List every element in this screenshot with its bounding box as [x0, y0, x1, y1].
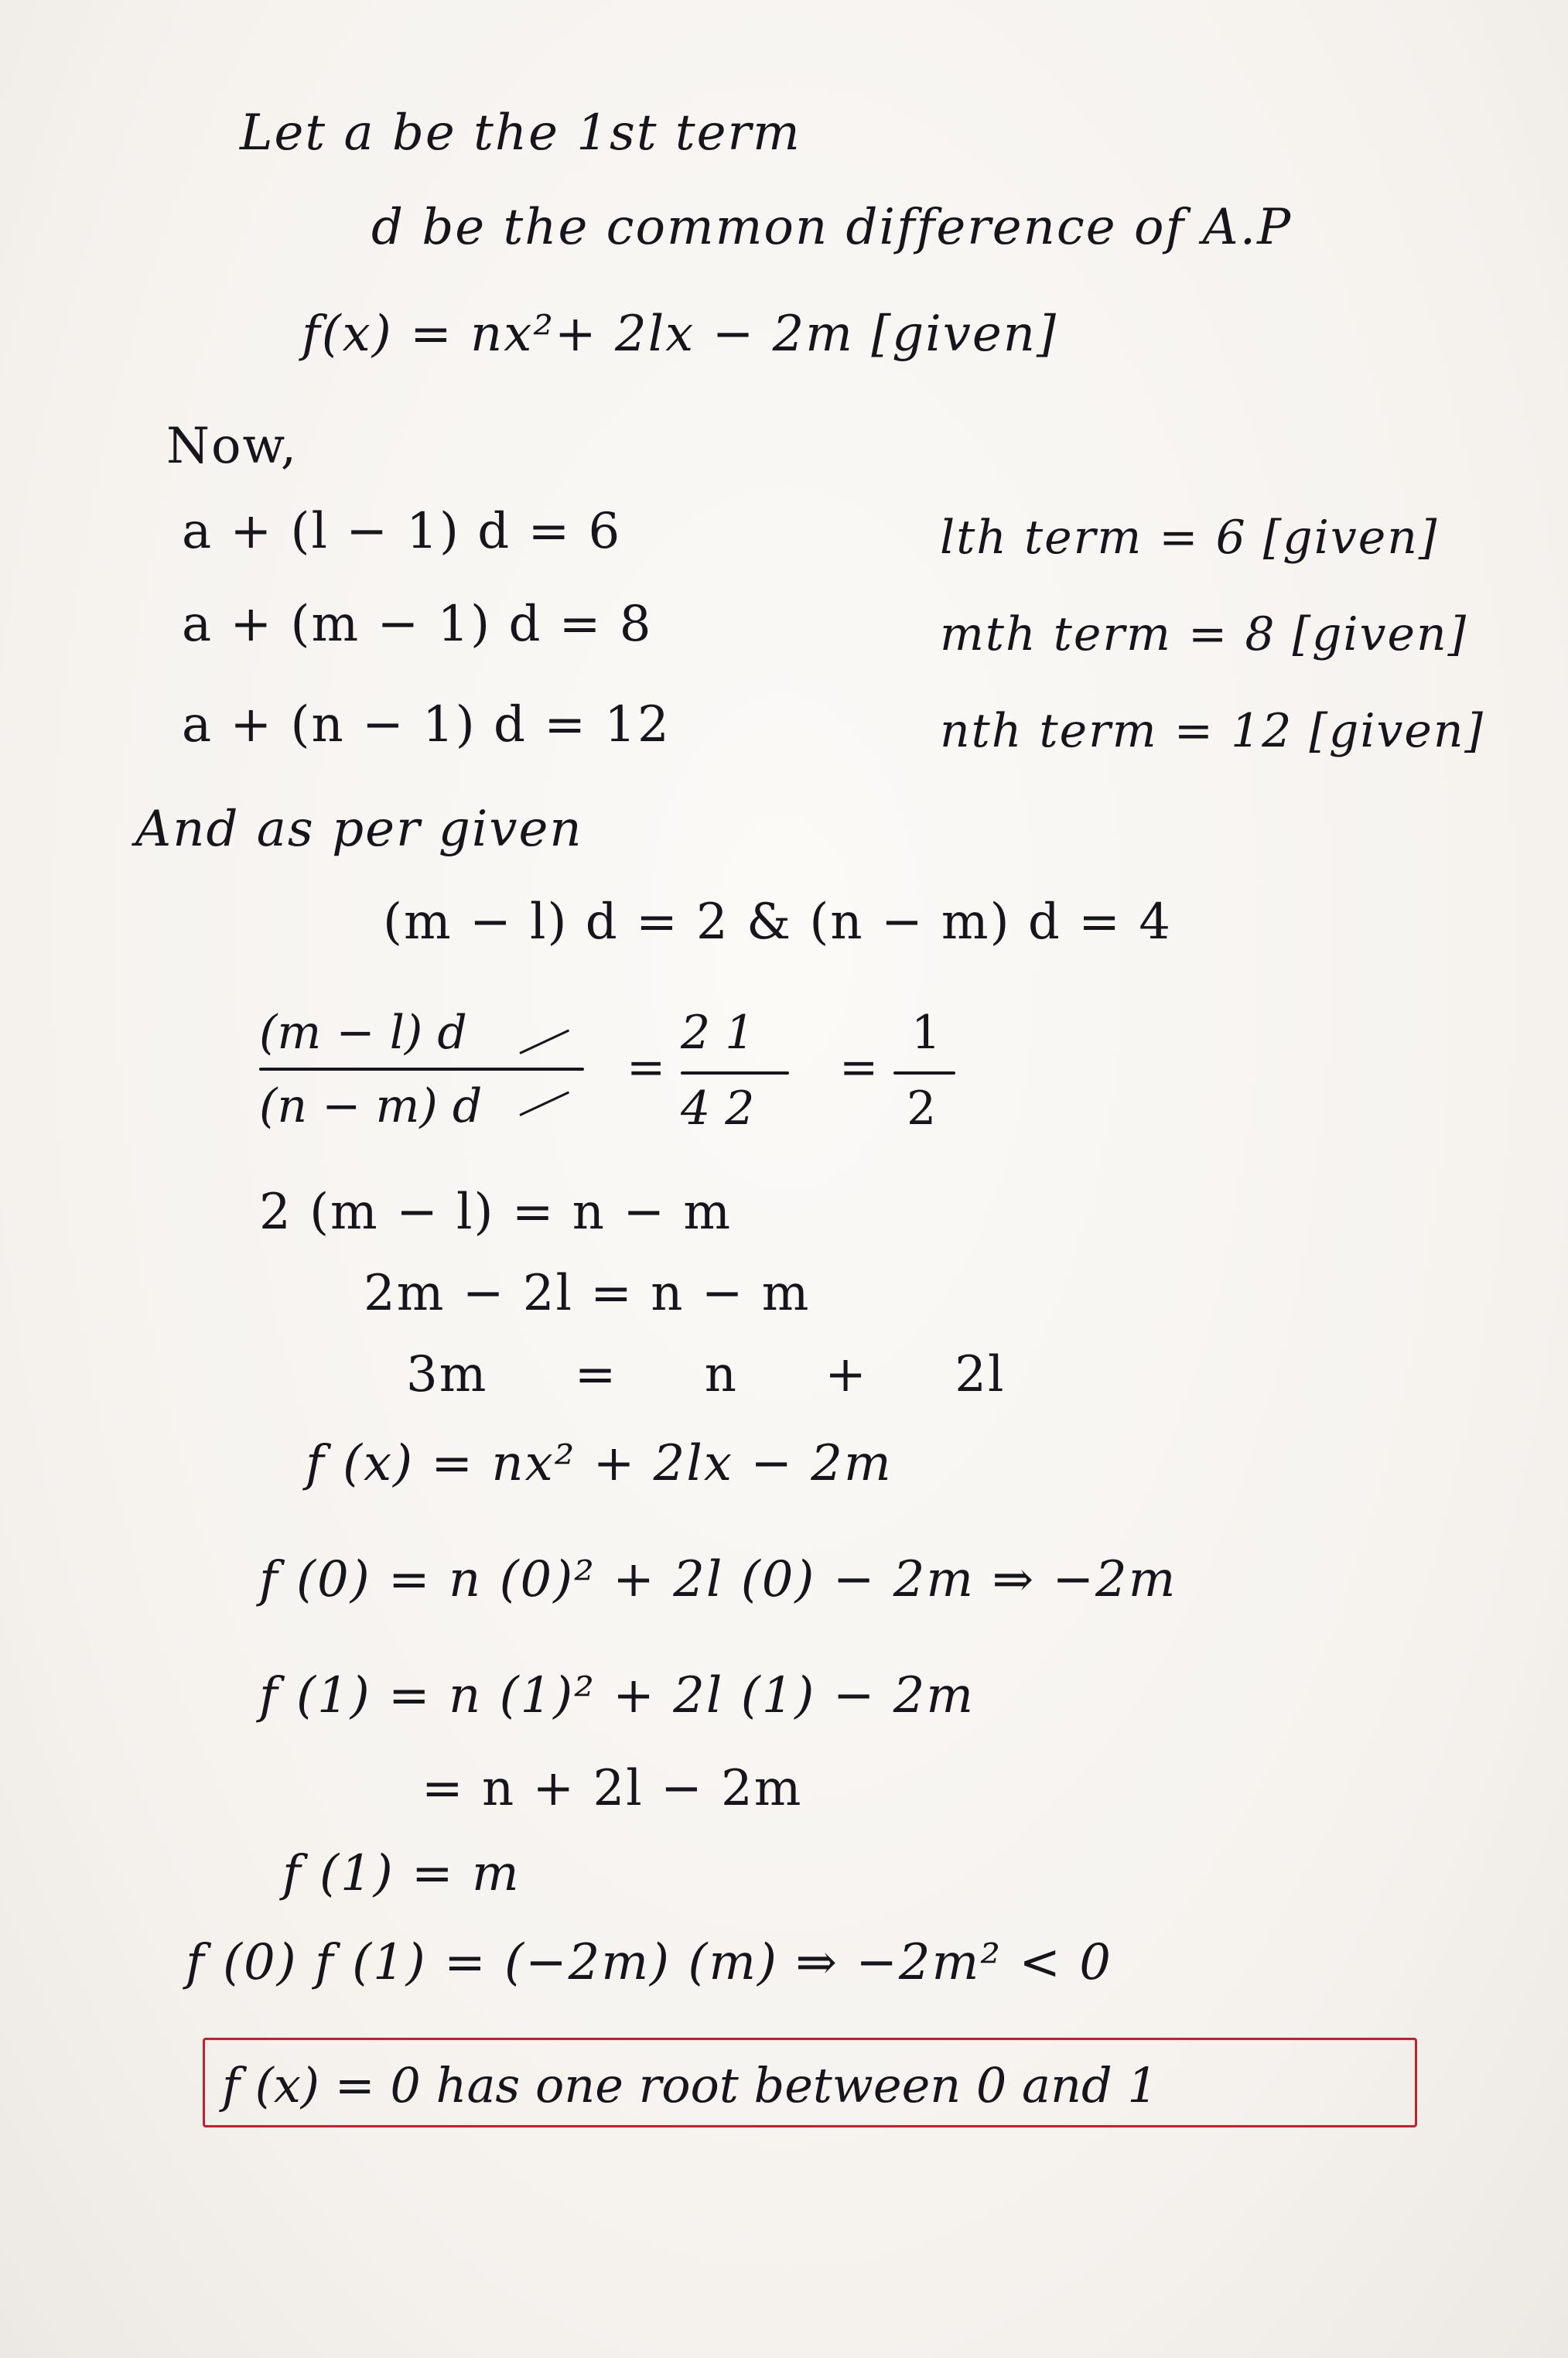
fraction-bar-mid: [681, 1071, 789, 1075]
equation-left-2: a + (m − 1) d = 8: [182, 596, 653, 653]
fraction-bar-main: [259, 1068, 584, 1071]
cancel-stroke-top: [519, 1030, 569, 1054]
fraction-mid-numerator: 2 1: [681, 1006, 755, 1060]
fraction-mid-denominator: 4 2: [681, 1082, 755, 1136]
step-1: 2 (m − l) = n − m: [259, 1184, 732, 1241]
equation-right-3: nth term = 12 [given]: [940, 704, 1484, 758]
step-6: f (1) = n (1)² + 2l (1) − 2m: [259, 1667, 975, 1724]
equation-right-2: mth term = 8 [given]: [940, 607, 1468, 661]
step-9: f (0) f (1) = (−2m) (m) ⇒ −2m² < 0: [186, 1934, 1112, 1991]
and-label: And as per given: [135, 801, 583, 858]
step-8: f (1) = m: [282, 1845, 521, 1902]
equation-left-1: a + (l − 1) d = 6: [182, 503, 622, 560]
conclusion-text: f (x) = 0 has one root between 0 and 1: [222, 2057, 1158, 2114]
step-7: = n + 2l − 2m: [422, 1760, 803, 1817]
intro-line-1: Let a be the 1st term: [240, 104, 801, 162]
given-relation: (m − l) d = 2 & (n − m) d = 4: [383, 894, 1172, 951]
intro-line-3: f(x) = nx²+ 2lx − 2m [given]: [302, 306, 1057, 363]
conclusion-box: [203, 2038, 1417, 2127]
step-3: 3m = n + 2l: [406, 1346, 1006, 1403]
fraction-result-numerator: 1: [911, 1006, 941, 1060]
equation-left-3: a + (n − 1) d = 12: [182, 696, 671, 754]
fraction-result-denominator: 2: [907, 1082, 937, 1136]
equals-sign-2: =: [839, 1041, 879, 1095]
fraction-denominator: (n − m) d: [259, 1079, 483, 1133]
step-4: f (x) = nx² + 2lx − 2m: [306, 1435, 893, 1492]
fraction-numerator: (m − l) d: [259, 1006, 467, 1060]
intro-line-2: d be the common difference of A.P: [371, 199, 1293, 256]
equals-sign-1: =: [627, 1041, 666, 1095]
step-5: f (0) = n (0)² + 2l (0) − 2m ⇒ −2m: [259, 1551, 1177, 1608]
now-label: Now,: [166, 418, 299, 475]
equation-right-1: lth term = 6 [given]: [940, 511, 1439, 565]
step-2: 2m − 2l = n − m: [364, 1265, 811, 1322]
fraction-bar-result: [893, 1071, 955, 1075]
cancel-stroke-bottom: [519, 1092, 569, 1116]
